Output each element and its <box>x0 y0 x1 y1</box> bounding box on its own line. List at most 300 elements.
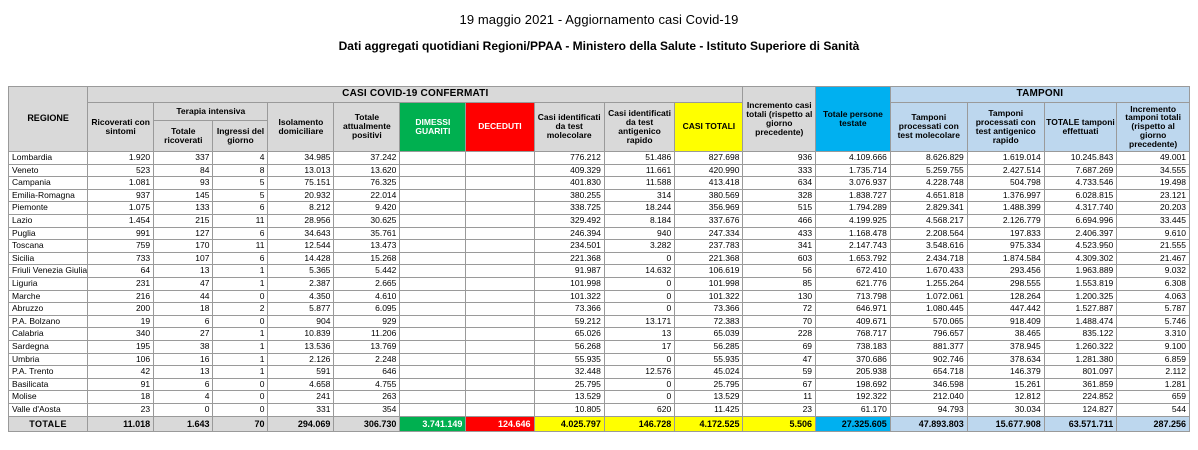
cell-value: 14.632 <box>604 265 674 278</box>
cell-value: 0 <box>604 353 674 366</box>
cell-value: 34.985 <box>268 152 334 165</box>
cell-value: 620 <box>604 403 674 416</box>
cell-value: 4.199.925 <box>816 215 891 228</box>
cell-value: 902.746 <box>890 353 967 366</box>
cell-value: 1.653.792 <box>816 252 891 265</box>
cell-value: 634 <box>743 177 816 190</box>
cell-value: 73.366 <box>675 303 743 316</box>
cell-value: 768.717 <box>816 328 891 341</box>
cell-value: 378.634 <box>967 353 1044 366</box>
cell-value: 1.670.433 <box>890 265 967 278</box>
cell-value: 738.183 <box>816 341 891 354</box>
cell-value: 127 <box>154 227 213 240</box>
total-label: TOTALE <box>9 416 88 431</box>
region-name: Liguria <box>9 278 88 291</box>
cell-value: 11.507 <box>466 164 534 177</box>
cell-value: 370.686 <box>816 353 891 366</box>
cell-value: 544 <box>1117 403 1190 416</box>
cell-value: 1.072.061 <box>890 290 967 303</box>
cell-value: 757.040 <box>400 152 466 165</box>
total-cell-value: 124.646 <box>466 416 534 431</box>
cell-value: 56.268 <box>534 341 604 354</box>
table-row <box>9 265 1190 278</box>
cell-value: 12.576 <box>604 366 674 379</box>
cell-value: 1.381 <box>466 353 534 366</box>
cell-value: 4.610 <box>334 290 400 303</box>
cell-value: 646 <box>334 366 400 379</box>
cell-value: 20.932 <box>268 189 334 202</box>
cell-value: 1.488.474 <box>1044 315 1117 328</box>
cell-value: 1.454 <box>88 215 154 228</box>
cell-value: 11 <box>743 391 816 404</box>
cell-value: 13.116 <box>466 189 534 202</box>
table-row <box>9 391 1190 404</box>
cell-value: 65.026 <box>534 328 604 341</box>
total-cell-value: 47.893.803 <box>890 416 967 431</box>
cell-value: 420.990 <box>675 164 743 177</box>
cell-value: 1 <box>213 265 268 278</box>
cell-value: 55.935 <box>675 353 743 366</box>
cell-value: 13.473 <box>334 240 400 253</box>
cell-value: 1.255.264 <box>890 278 967 291</box>
cell-value: 13 <box>604 328 674 341</box>
cell-value: 38 <box>154 341 213 354</box>
cell-value: 331 <box>268 403 334 416</box>
region-name: Friuli Venezia Giulia <box>9 265 88 278</box>
col-deceduti: DECEDUTI <box>466 102 534 152</box>
cell-value: 234.501 <box>534 240 604 253</box>
cell-value: 205.938 <box>816 366 891 379</box>
covid-data-table <box>8 86 1190 432</box>
cell-value: 6.308 <box>1117 278 1190 291</box>
cell-value: 975.334 <box>967 240 1044 253</box>
cell-value: 91.987 <box>534 265 604 278</box>
cell-value: 170 <box>154 240 213 253</box>
table-row <box>9 240 1190 253</box>
cell-value: 733 <box>88 252 154 265</box>
total-cell-value: 4.025.797 <box>534 416 604 431</box>
cell-value: 3.773 <box>466 265 534 278</box>
cell-value: 4.658 <box>268 378 334 391</box>
cell-value: 1.619.014 <box>967 152 1044 165</box>
cell-value: 338.725 <box>534 202 604 215</box>
total-cell-value: 63.571.711 <box>1044 416 1117 431</box>
cell-value: 13.769 <box>334 341 400 354</box>
cell-value: 646.971 <box>816 303 891 316</box>
cell-value: 0 <box>213 391 268 404</box>
cell-value: 0 <box>154 403 213 416</box>
cell-value: 6 <box>154 315 213 328</box>
cell-value: 6 <box>213 202 268 215</box>
cell-value: 0 <box>604 290 674 303</box>
cell-value: 56 <box>743 265 816 278</box>
cell-value: 34.643 <box>268 227 334 240</box>
table-row <box>9 353 1190 366</box>
cell-value: 73.366 <box>534 303 604 316</box>
cell-value: 801.097 <box>1044 366 1117 379</box>
table-row <box>9 252 1190 265</box>
cell-value: 12.812 <box>967 391 1044 404</box>
cell-value: 1.169 <box>466 315 534 328</box>
cell-value: 64.806 <box>400 303 466 316</box>
cell-value: 4.309.302 <box>1044 252 1117 265</box>
cell-value: 145 <box>154 189 213 202</box>
cell-value: 42 <box>88 366 154 379</box>
cell-value: 263 <box>334 391 400 404</box>
cell-value: 0 <box>213 290 268 303</box>
cell-value: 1.122 <box>466 328 534 341</box>
cell-value: 25.795 <box>534 378 604 391</box>
total-cell-value: 146.728 <box>604 416 674 431</box>
cell-value: 1 <box>213 341 268 354</box>
total-cell-value: 287.256 <box>1117 416 1190 431</box>
cell-value: 0 <box>604 391 674 404</box>
cell-value: 224.852 <box>1044 391 1117 404</box>
cell-value: 8 <box>213 164 268 177</box>
cell-value: 4.350 <box>268 290 334 303</box>
table-row <box>9 152 1190 165</box>
cell-value: 395.863 <box>400 164 466 177</box>
cell-value: 1.874.584 <box>967 252 1044 265</box>
cell-value: 2.147.743 <box>816 240 891 253</box>
region-name: Abruzzo <box>9 303 88 316</box>
total-cell-value: 11.018 <box>88 416 154 431</box>
total-cell-value: 3.741.149 <box>400 416 466 431</box>
cell-value: 337 <box>154 152 213 165</box>
cell-value: 5.787 <box>1117 303 1190 316</box>
cell-value: 4.755 <box>334 378 400 391</box>
group-tamponi: TAMPONI <box>890 87 1189 103</box>
cell-value: 336.300 <box>400 202 466 215</box>
cell-value: 654.718 <box>890 366 967 379</box>
cell-value: 1.200.325 <box>1044 290 1117 303</box>
cell-value: 2.112 <box>1117 366 1190 379</box>
total-cell-value: 70 <box>213 416 268 431</box>
region-name: Molise <box>9 391 88 404</box>
table-row <box>9 403 1190 416</box>
cell-value: 32.448 <box>534 366 604 379</box>
col-attualmente-positivi: Totale attualmente positivi <box>334 102 400 152</box>
region-name: Lazio <box>9 215 88 228</box>
cell-value: 52.711 <box>400 328 466 341</box>
cell-value: 16 <box>154 353 213 366</box>
cell-value: 2.248 <box>334 353 400 366</box>
cell-value: 59 <box>743 366 816 379</box>
region-name: Marche <box>9 290 88 303</box>
cell-value: 0 <box>604 252 674 265</box>
cell-value: 25.795 <box>675 378 743 391</box>
cell-value: 4 <box>154 391 213 404</box>
cell-value: 69 <box>743 341 816 354</box>
total-cell-value: 306.730 <box>334 416 400 431</box>
cell-value: 6.095 <box>334 303 400 316</box>
cell-value: 361.859 <box>1044 378 1117 391</box>
region-name: Campania <box>9 177 88 190</box>
cell-value: 9.610 <box>1117 227 1190 240</box>
cell-value: 43.024 <box>400 366 466 379</box>
cell-value: 0 <box>604 303 674 316</box>
cell-value: 56.285 <box>675 341 743 354</box>
cell-value: 409.329 <box>534 164 604 177</box>
region-name: Toscana <box>9 240 88 253</box>
cell-value: 23.121 <box>1117 189 1190 202</box>
cell-value: 217.735 <box>400 240 466 253</box>
table-row <box>9 202 1190 215</box>
cell-value: 380.569 <box>675 189 743 202</box>
cell-value: 569 <box>466 378 534 391</box>
cell-value: 330.200 <box>400 177 466 190</box>
cell-value: 918.409 <box>967 315 1044 328</box>
cell-value: 1.075 <box>88 202 154 215</box>
cell-value: 19 <box>88 315 154 328</box>
cell-value: 65.039 <box>675 328 743 341</box>
cell-value: 337.676 <box>675 215 743 228</box>
cell-value: 247.334 <box>675 227 743 240</box>
cell-value: 1.488.399 <box>967 202 1044 215</box>
cell-value: 5.699 <box>466 252 534 265</box>
cell-value: 1.281.380 <box>1044 353 1117 366</box>
cell-value: 991 <box>88 227 154 240</box>
cell-value: 1.963.889 <box>1044 265 1117 278</box>
table-row <box>9 164 1190 177</box>
cell-value: 197.833 <box>967 227 1044 240</box>
cell-value: 488 <box>466 391 534 404</box>
cell-value: 33.416 <box>466 152 534 165</box>
region-name: Piemonte <box>9 202 88 215</box>
cell-value: 6.893 <box>466 177 534 190</box>
cell-value: 1.442 <box>466 341 534 354</box>
cell-value: 4.523.950 <box>1044 240 1117 253</box>
cell-value: 18 <box>154 303 213 316</box>
cell-value: 2.208.564 <box>890 227 967 240</box>
cell-value: 70.285 <box>400 315 466 328</box>
cell-value: 55.935 <box>534 353 604 366</box>
header-title: 19 maggio 2021 - Aggiornamento casi Covid-19 <box>459 12 739 27</box>
cell-value: 18.244 <box>604 202 674 215</box>
cell-value: 8.212 <box>268 202 334 215</box>
cell-value: 10.839 <box>268 328 334 341</box>
cell-value: 2 <box>213 303 268 316</box>
cell-value: 72 <box>743 303 816 316</box>
col-tamponi-molecolare: Tamponi processati con test molecolare <box>890 102 967 152</box>
cell-value: 1 <box>213 328 268 341</box>
cell-value: 2.126 <box>268 353 334 366</box>
cell-value: 1.838.727 <box>816 189 891 202</box>
cell-value: 298.998 <box>400 215 466 228</box>
cell-value: 47 <box>743 353 816 366</box>
table-row <box>9 290 1190 303</box>
total-cell-value: 1.643 <box>154 416 213 431</box>
cell-value: 523 <box>88 164 154 177</box>
region-name: P.A. Trento <box>9 366 88 379</box>
region-name: Puglia <box>9 227 88 240</box>
cell-value: 13.013 <box>268 164 334 177</box>
cell-value: 2.665 <box>334 278 400 291</box>
cell-value: 5.259.755 <box>890 164 967 177</box>
cell-value: 591 <box>268 366 334 379</box>
cell-value: 30.034 <box>967 403 1044 416</box>
cell-value: 2.465 <box>466 303 534 316</box>
cell-value: 221.368 <box>675 252 743 265</box>
cell-value: 293.456 <box>967 265 1044 278</box>
cell-value: 881.377 <box>890 341 967 354</box>
col-isolamento: Isolamento domiciliare <box>268 102 334 152</box>
table-total-row <box>9 416 1190 431</box>
cell-value: 2.126.779 <box>967 215 1044 228</box>
col-dimessi: DIMESSI GUARITI <box>400 102 466 152</box>
cell-value: 937 <box>88 189 154 202</box>
cell-value: 20.203 <box>1117 202 1190 215</box>
region-name: Umbria <box>9 353 88 366</box>
cell-value: 328 <box>743 189 816 202</box>
header-row-sub <box>9 102 1190 121</box>
cell-value: 93.716 <box>400 290 466 303</box>
covid-table-container <box>8 86 1190 432</box>
col-tamponi-totale: TOTALE tamponi effettuati <box>1044 102 1117 152</box>
col-regione: REGIONE <box>9 87 88 152</box>
cell-value: 4.063 <box>1117 290 1190 303</box>
cell-value: 17 <box>604 341 674 354</box>
cell-value: 128.264 <box>967 290 1044 303</box>
cell-value: 106 <box>88 353 154 366</box>
cell-value: 776.212 <box>534 152 604 165</box>
cell-value: 570.065 <box>890 315 967 328</box>
cell-value: 378.945 <box>967 341 1044 354</box>
cell-value: 216 <box>88 290 154 303</box>
cell-value: 12.778 <box>400 391 466 404</box>
cell-value: 15.268 <box>334 252 400 265</box>
cell-value: 672.410 <box>816 265 891 278</box>
cell-value: 124.827 <box>1044 403 1117 416</box>
cell-value: 447.442 <box>967 303 1044 316</box>
cell-value: 75.151 <box>268 177 334 190</box>
table-row <box>9 215 1190 228</box>
cell-value: 1.794.289 <box>816 202 891 215</box>
table-row <box>9 189 1190 202</box>
cell-value: 95.037 <box>400 278 466 291</box>
cell-value: 70 <box>743 315 816 328</box>
cell-value: 5 <box>213 177 268 190</box>
cell-value: 101.998 <box>534 278 604 291</box>
cell-value: 413.418 <box>675 177 743 190</box>
cell-value: 0 <box>604 378 674 391</box>
cell-value: 12.544 <box>268 240 334 253</box>
cell-value: 1.281 <box>1117 378 1190 391</box>
col-casi-antigenico: Casi identificati da test antigenico rapido <box>604 102 674 152</box>
cell-value: 192.322 <box>816 391 891 404</box>
cell-value: 15.261 <box>967 378 1044 391</box>
cell-value: 84 <box>154 164 213 177</box>
region-name: Sardegna <box>9 341 88 354</box>
col-tamponi-antigenico: Tamponi processati con test antigenico rapido <box>967 102 1044 152</box>
cell-value: 4.568.217 <box>890 215 967 228</box>
cell-value: 11 <box>213 240 268 253</box>
col-terapia-ingressi: Ingressi del giorno <box>213 121 268 152</box>
cell-value: 0 <box>604 278 674 291</box>
cell-value: 759 <box>88 240 154 253</box>
cell-value: 471 <box>466 403 534 416</box>
cell-value: 5 <box>213 189 268 202</box>
cell-value: 515 <box>743 202 816 215</box>
cell-value: 3.548.616 <box>890 240 967 253</box>
cell-value: 5.365 <box>268 265 334 278</box>
cell-value: 198.692 <box>816 378 891 391</box>
cell-value: 38.465 <box>967 328 1044 341</box>
cell-value: 106.619 <box>675 265 743 278</box>
cell-value: 13.620 <box>334 164 400 177</box>
cell-value: 5.877 <box>268 303 334 316</box>
cell-value: 2.427.514 <box>967 164 1044 177</box>
cell-value: 52.346 <box>400 353 466 366</box>
cell-value: 14.428 <box>268 252 334 265</box>
cell-value: 4.109.666 <box>816 152 891 165</box>
cell-value: 195 <box>88 341 154 354</box>
cell-value: 341 <box>743 240 816 253</box>
cell-value: 45.024 <box>675 366 743 379</box>
region-name: Calabria <box>9 328 88 341</box>
table-body <box>9 152 1190 431</box>
cell-value: 27 <box>154 328 213 341</box>
cell-value: 101.322 <box>675 290 743 303</box>
cell-value: 1.376.997 <box>967 189 1044 202</box>
col-casi-totali: CASI TOTALI <box>675 102 743 152</box>
cell-value: 6.028.815 <box>1044 189 1117 202</box>
cell-value: 35.761 <box>334 227 400 240</box>
cell-value: 61.170 <box>816 403 891 416</box>
cell-value: 11.206 <box>334 328 400 341</box>
cell-value: 940 <box>604 227 674 240</box>
cell-value: 1 <box>213 366 268 379</box>
cell-value: 30.625 <box>334 215 400 228</box>
document-header <box>0 0 1198 53</box>
cell-value: 11 <box>213 215 268 228</box>
cell-value: 215 <box>154 215 213 228</box>
cell-value: 212.040 <box>890 391 967 404</box>
cell-value: 333 <box>743 164 816 177</box>
cell-value: 6.694.996 <box>1044 215 1117 228</box>
cell-value: 314 <box>604 189 674 202</box>
cell-value: 6.575 <box>466 240 534 253</box>
region-name: Basilicata <box>9 378 88 391</box>
cell-value: 49.001 <box>1117 152 1190 165</box>
cell-value: 3.076.937 <box>816 177 891 190</box>
cell-value: 133 <box>154 202 213 215</box>
total-cell-value: 27.325.605 <box>816 416 891 431</box>
cell-value: 20.471 <box>400 378 466 391</box>
cell-value: 11.588 <box>604 177 674 190</box>
cell-value: 4.651.818 <box>890 189 967 202</box>
cell-value: 1.354 <box>466 366 534 379</box>
cell-value: 37.242 <box>334 152 400 165</box>
cell-value: 603 <box>743 252 816 265</box>
cell-value: 9.032 <box>1117 265 1190 278</box>
cell-value: 94.793 <box>890 403 967 416</box>
cell-value: 22.014 <box>334 189 400 202</box>
region-name: Valle d'Aosta <box>9 403 88 416</box>
cell-value: 904 <box>268 315 334 328</box>
cell-value: 146.379 <box>967 366 1044 379</box>
cell-value: 19.498 <box>1117 177 1190 190</box>
table-head <box>9 87 1190 152</box>
cell-value: 2.434.718 <box>890 252 967 265</box>
cell-value: 8.053 <box>466 215 534 228</box>
cell-value: 101.998 <box>675 278 743 291</box>
cell-value: 2.996 <box>466 290 534 303</box>
table-row <box>9 303 1190 316</box>
cell-value: 59.212 <box>534 315 604 328</box>
table-row <box>9 278 1190 291</box>
header-subtitle: Dati aggregati quotidiani Regioni/PPAA - Ministero della Salute - Istituto Superiore di Sanità <box>338 39 860 53</box>
